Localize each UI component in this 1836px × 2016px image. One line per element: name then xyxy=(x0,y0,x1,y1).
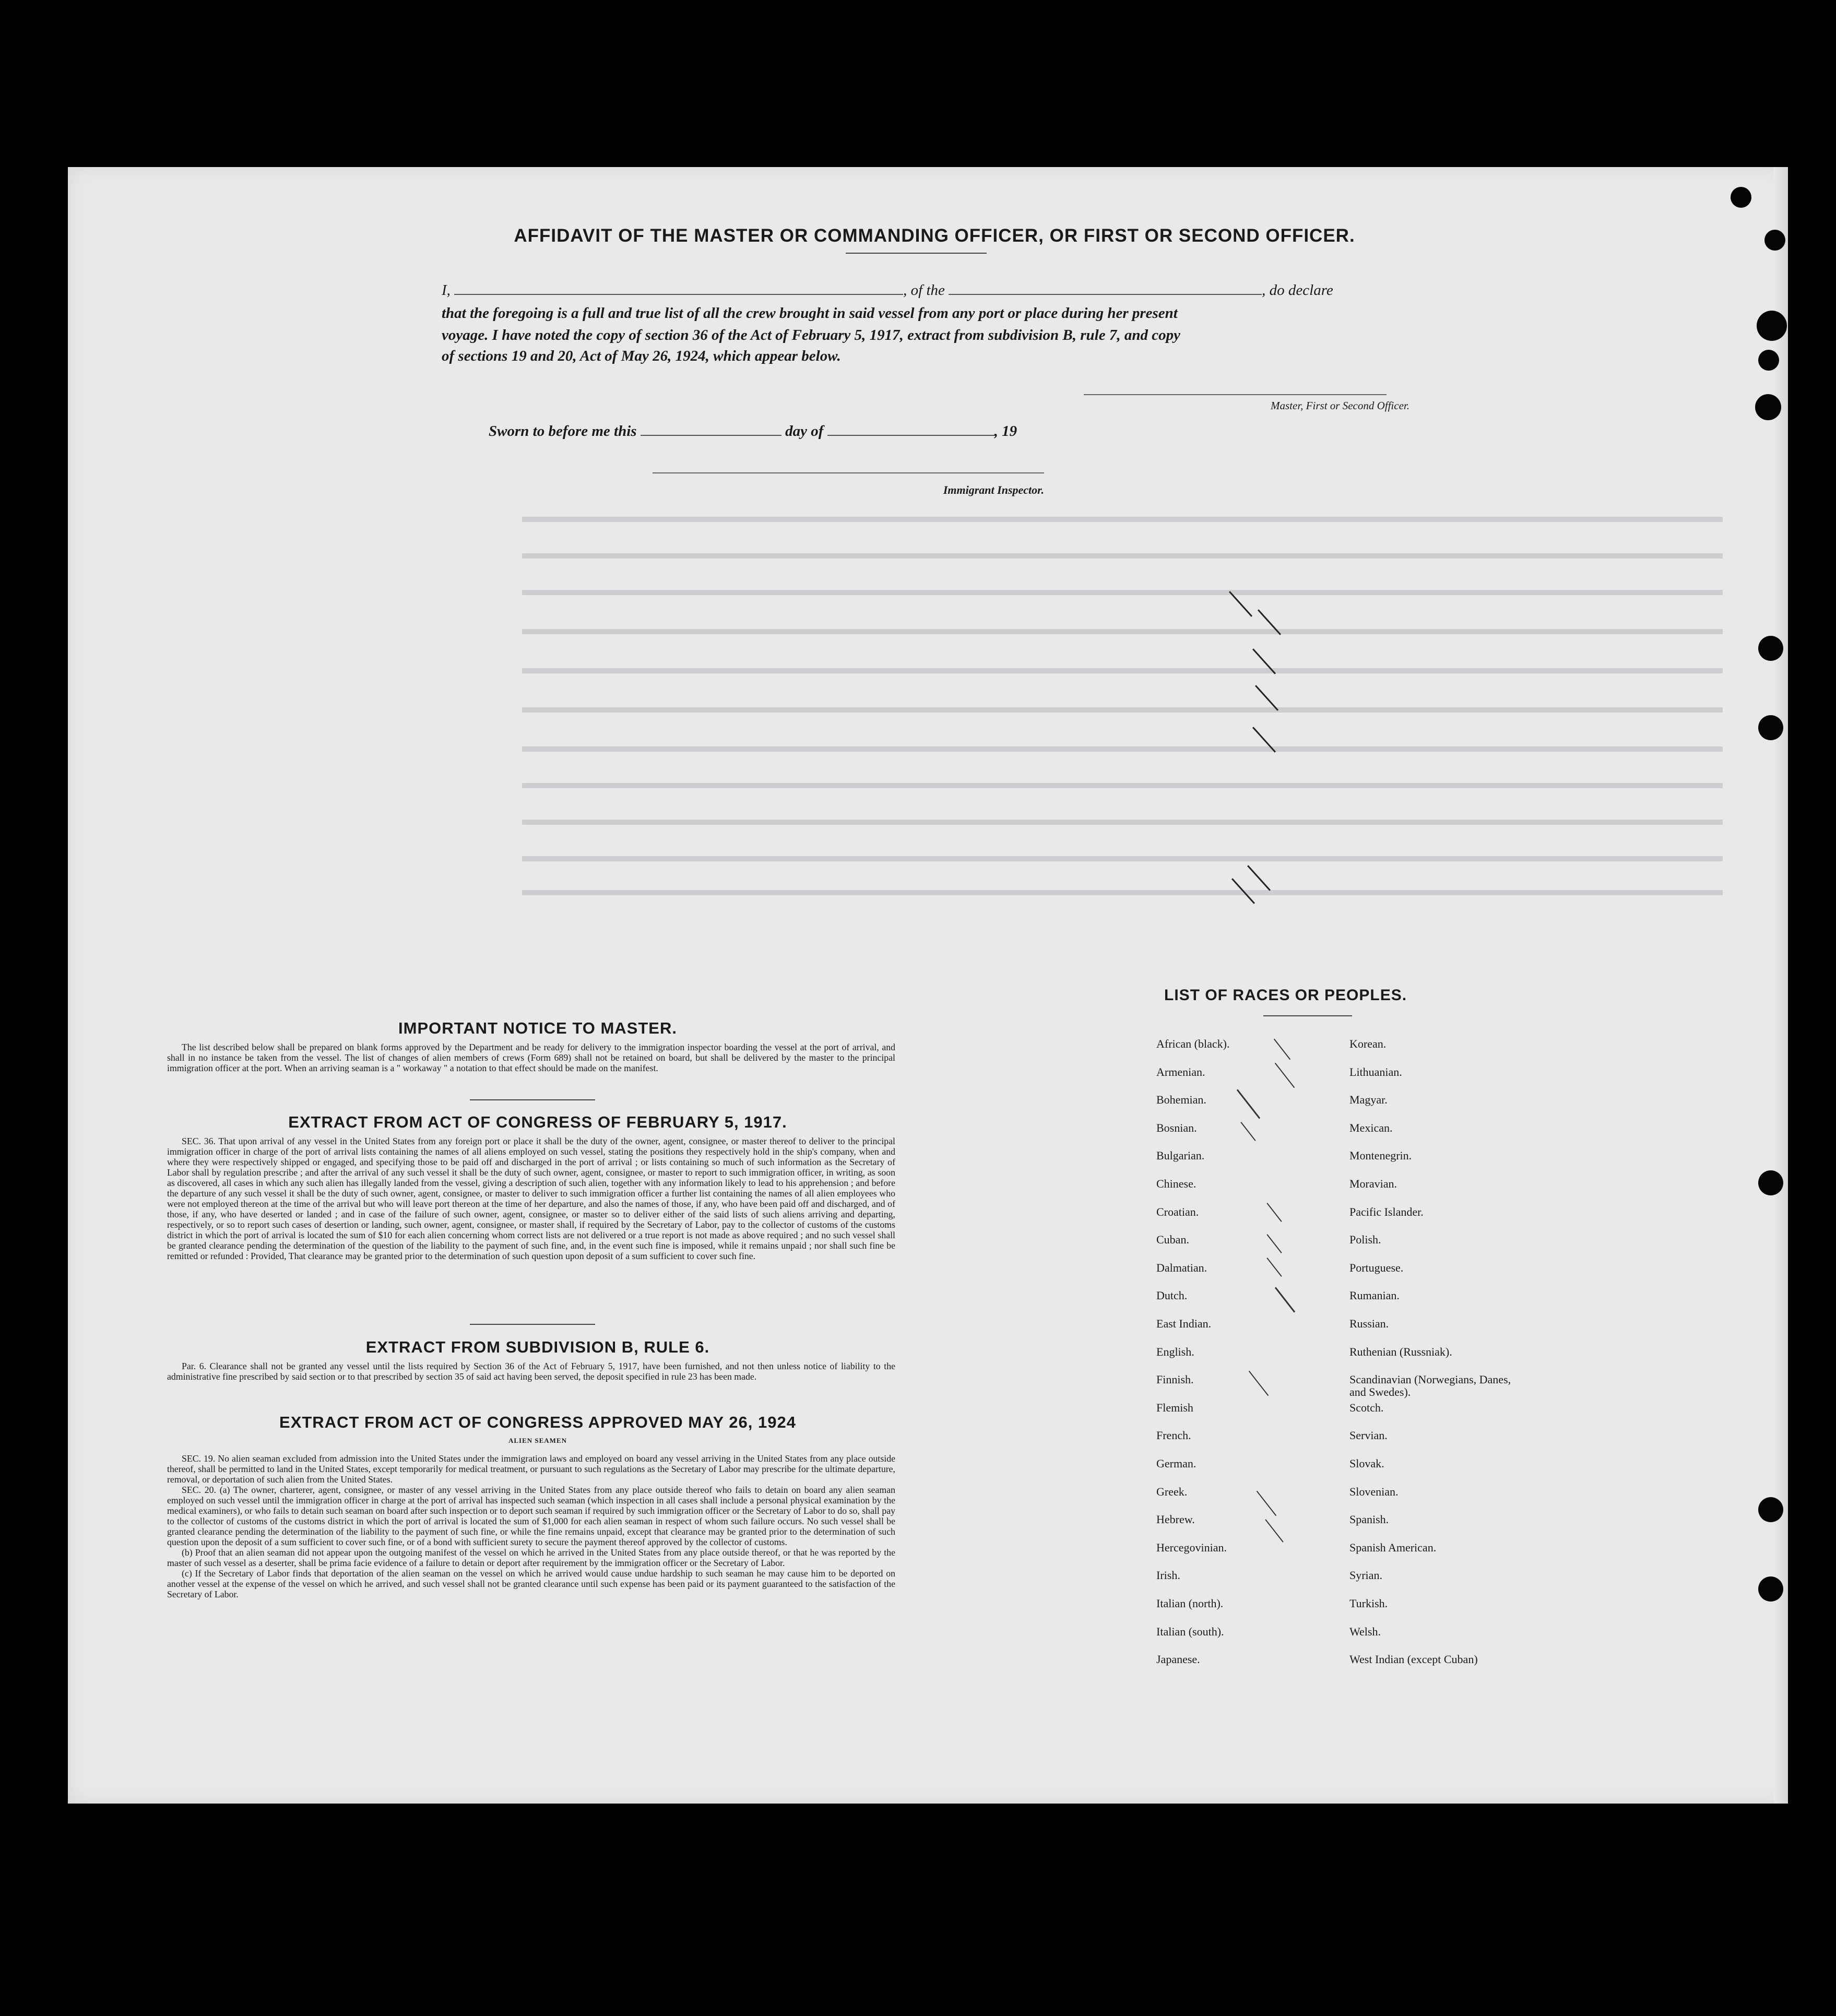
punch-hole xyxy=(1758,636,1783,661)
signature-caption: Master, First or Second Officer. xyxy=(1271,399,1409,412)
sworn-year: , 19 xyxy=(994,423,1017,440)
signature-line[interactable] xyxy=(1084,394,1387,395)
bleed-through-row xyxy=(522,517,1723,522)
bleed-through-row xyxy=(522,820,1723,825)
bleed-through-row xyxy=(522,707,1723,713)
race-item: Syrian. xyxy=(1349,1569,1382,1582)
race-item: Servian. xyxy=(1349,1429,1388,1442)
sec-19-paragraph: SEC. 19. No alien seaman excluded from admission into the United States under the immigration laws and employed on board any vessel arriving in the United States from any place outside thereof, shall be permitted to land in the United States, except temporarily for medical treatment, or pursuant to such regulations as the Secretary of Labor may prescribe for the ultimate departure, removal, or deportation of such alien from the United States. xyxy=(167,1453,895,1485)
race-item: Bohemian. xyxy=(1156,1093,1206,1107)
race-item: Magyar. xyxy=(1349,1093,1388,1107)
vessel-name-field[interactable] xyxy=(949,279,1262,295)
race-item: Rumanian. xyxy=(1349,1289,1400,1302)
race-item: Ruthenian (Russniak). xyxy=(1349,1345,1452,1358)
race-item: Italian (south). xyxy=(1156,1624,1224,1638)
affidavit-title: AFFIDAVIT OF THE MASTER OR COMMANDING OFFICER, OR FIRST OR SECOND OFFICER. xyxy=(514,226,1355,246)
extract-1917-title: EXTRACT FROM ACT OF CONGRESS OF FEBRUARY 5, 1917. xyxy=(288,1113,787,1131)
race-item: Scotch. xyxy=(1349,1401,1384,1414)
race-item: Hercegovinian. xyxy=(1156,1540,1227,1554)
affidavit-line-2: that the foregoing is a full and true list of all the crew brought in said vessel from any port or place during her present xyxy=(442,305,1178,322)
sec-20b-paragraph: (b) Proof that an alien seaman did not appear upon the outgoing manifest of the vessel on which he arrived in the United States from any place outside thereof, or that he was reported by the master of such vessel as a deserter, shall be prima facie evidence of a failure to detain or deport after requirement by the immigration officer or the Secretary of Labor. xyxy=(167,1547,895,1568)
race-item: English. xyxy=(1156,1345,1194,1358)
race-item: African (black). xyxy=(1156,1037,1230,1050)
sworn-day-field[interactable] xyxy=(641,420,781,436)
race-item: Russian. xyxy=(1349,1317,1389,1330)
punch-hole xyxy=(1755,394,1781,420)
sec-36-paragraph: SEC. 36. That upon arrival of any vessel in the United States from any foreign port or place it shall be the duty of the owner, agent, consignee, or master thereof to deliver to the principal immigration officer in charge of the port of arrival lists containing the names of all aliens employed on such vessel, stating the positions they respectively hold in the ship's company, when and where they were respectively shipped or engaged, and specifying those to be paid off and discharged in the port of arrival ; or lists containing so much of such information as the Secretary of Labor shall by regulation prescribe ; and after the arrival of any such vessel it shall be the duty of such owner, agent, consignee, or master to report to such immigration officer, in writing, as soon as discovered, all cases in which any such alien has illegally landed from the vessel, giving a description of such alien, together with any information likely to lead to his apprehension ; and before the departure of any such vessel it shall be the duty of such owner, agent, consignee, or master to deliver to such immigration officer a further list containing the names of all alien employees who were not employed thereon at the time of the arrival but who will leave port thereon at the time of her departure, and also the names of those, if any, who have been paid off and discharged, and of those, if any, who have deserted or landed ; and in case of the failure of such owner, agent, consignee, or master so to deliver either of the said lists of such aliens arriving and departing, respectively, or so to report such cases of desertion or landing, such owner, agent, consignee, or master shall, if required by the Secretary of Labor, pay to the collector of customs of the customs district in which the port of arrival is located the sum of $10 for each alien concerning whom correct lists are not delivered or a true report is not made as above required ; and no such vessel shall be granted clearance pending the determination of the question of the liability to the payment of such fine, and, in the event such fine is imposed, while it remains unpaid ; nor shall such fine be remitted or refunded : Provided, That clearance may be granted prior to the determination of such question upon deposit of a sum sufficient to cover such fine. xyxy=(167,1136,895,1261)
bleed-through-row xyxy=(522,746,1723,752)
race-item: Pacific Islander. xyxy=(1349,1205,1424,1218)
race-item: Italian (north). xyxy=(1156,1597,1224,1610)
race-item: Irish. xyxy=(1156,1569,1180,1582)
race-item: Japanese. xyxy=(1156,1653,1200,1666)
bleed-through-row xyxy=(522,553,1723,559)
affidavit-declare: , do declare xyxy=(1262,282,1333,299)
section-rule xyxy=(470,1324,595,1325)
races-title-rule xyxy=(1263,1015,1352,1016)
race-item: Armenian. xyxy=(1156,1065,1205,1078)
race-item: Lithuanian. xyxy=(1349,1065,1402,1078)
bleed-through-row xyxy=(522,590,1723,595)
affidavit-i: I, xyxy=(442,282,451,299)
bleed-through-row xyxy=(522,783,1723,788)
race-item: Mexican. xyxy=(1349,1121,1393,1134)
race-item: Scandinavian (Norwegians, Danes, and Swedes). xyxy=(1349,1373,1511,1399)
bleed-through-row xyxy=(522,629,1723,634)
race-item: Bulgarian. xyxy=(1156,1149,1205,1163)
race-item: Finnish. xyxy=(1156,1373,1194,1386)
punch-hole xyxy=(1731,187,1751,208)
affidavit-line-3: voyage. I have noted the copy of section 36 of the Act of February 5, 1917, extract from subdivision B, rule 7, and copy xyxy=(442,327,1180,343)
race-item: Polish. xyxy=(1349,1233,1381,1247)
notice-text xyxy=(167,1042,895,1073)
affidavit-line-1 xyxy=(442,279,1423,301)
sec-20a-paragraph: SEC. 20. (a) The owner, charterer, agent, consignee, or master of any vessel arriving in the United States from any place outside thereof who fails to detain on board any alien seaman employed on such vessel until the immigration officer in charge at the port of arrival has inspected such seaman (which inspection in all cases shall include a personal physical examination by the medical examiners), or who fails to detain such seaman on board after such inspection or to deport such seaman if required by such immigration officer or the Secretary of Labor to do so, shall pay to the collector of customs of the customs district in which the port of arrival is located the sum of $1,000 for each alien seaman in respect of whom such failure occurs. No such vessel shall be granted clearance pending the determination of the liability to the payment of such fine, or while the fine remains unpaid, except that clearance may be granted prior to the determination of such question upon the deposit of a sum sufficient to cover such fine, or of a bond with sufficient surety to secure the payment thereof approved by the collector of customs. xyxy=(167,1485,895,1547)
section-rule xyxy=(470,1099,595,1100)
race-item: Cuban. xyxy=(1156,1233,1189,1247)
bleed-through-row xyxy=(522,856,1723,861)
bleed-through-row xyxy=(522,668,1723,673)
title-rule xyxy=(846,253,987,254)
punch-hole xyxy=(1758,1497,1783,1522)
race-item: Montenegrin. xyxy=(1349,1149,1412,1163)
race-item: Turkish. xyxy=(1349,1597,1388,1610)
punch-hole xyxy=(1758,715,1783,740)
inspector-caption: Immigrant Inspector. xyxy=(943,483,1044,496)
extract-1924-title: EXTRACT FROM ACT OF CONGRESS APPROVED MAY 26, 1924 xyxy=(279,1413,796,1431)
extract-1917-text xyxy=(167,1136,895,1261)
affidavit-of-the: , of the xyxy=(903,282,945,299)
par-6-paragraph: Par. 6. Clearance shall not be granted any vessel until the lists required by Section 36 of the Act of February 5, 1917, have been furnished, and not then unless notice of liability to the administrative fine prescribed by said section or to that prescribed by section 35 of said act having been served, the deposit specified in rule 23 has been made. xyxy=(167,1361,895,1382)
race-item: Dalmatian. xyxy=(1156,1261,1207,1274)
notice-title: IMPORTANT NOTICE TO MASTER. xyxy=(398,1019,677,1037)
race-item: Greek. xyxy=(1156,1485,1188,1498)
race-item: Spanish American. xyxy=(1349,1540,1437,1554)
race-item: Korean. xyxy=(1349,1037,1387,1050)
sworn-day-of: day of xyxy=(785,423,824,440)
race-item: Slovak. xyxy=(1349,1457,1384,1470)
race-item: Slovenian. xyxy=(1349,1485,1399,1498)
race-item: West Indian (except Cuban) xyxy=(1349,1653,1478,1666)
sworn-line xyxy=(489,420,1017,440)
race-item: Flemish xyxy=(1156,1401,1193,1414)
punch-hole xyxy=(1757,311,1787,341)
inspector-signature-line[interactable] xyxy=(653,472,1044,473)
punch-hole xyxy=(1758,350,1779,371)
notice-paragraph: The list described below shall be prepared on blank forms approved by the Department and be ready for delivery to the immigration inspector boarding the vessel at the port of arrival, and shall in no instance be taken from the vessel. The list of changes of alien members of crews (Form 689) shall not be retained on board, but shall be delivered by the master to the principal immigration officer at the port. When an arriving seaman is a " workaway " a notation to that effect should be made on the manifest. xyxy=(167,1042,895,1073)
extract-rule6-text xyxy=(167,1361,895,1382)
sworn-text: Sworn to before me this xyxy=(489,423,637,440)
race-item: Welsh. xyxy=(1349,1624,1381,1638)
alien-seamen-subtitle: ALIEN SEAMEN xyxy=(508,1437,567,1444)
race-item: Chinese. xyxy=(1156,1177,1197,1190)
affidavit-line-4: of sections 19 and 20, Act of May 26, 1924, which appear below. xyxy=(442,348,841,364)
punch-hole xyxy=(1758,1576,1783,1602)
race-item: Dutch. xyxy=(1156,1289,1188,1302)
races-title: LIST OF RACES OR PEOPLES. xyxy=(1164,987,1407,1004)
race-item: Portuguese. xyxy=(1349,1261,1404,1274)
race-item: Croatian. xyxy=(1156,1205,1199,1218)
race-item: German. xyxy=(1156,1457,1197,1470)
race-item: East Indian. xyxy=(1156,1317,1212,1330)
sec-20c-paragraph: (c) If the Secretary of Labor finds that deportation of the alien seaman on the vessel on which he arrived would cause undue hardship to such seaman he may cause him to be deported on another vessel at the expense of the vessel on which he arrived, and such vessel shall not be granted clearance until such expense has been paid or its payment guaranteed to the satisfaction of the Secretary of Labor. xyxy=(167,1568,895,1599)
race-item: Bosnian. xyxy=(1156,1121,1197,1134)
extract-1924-text xyxy=(167,1453,895,1599)
sworn-month-field[interactable] xyxy=(827,420,994,436)
officer-name-field[interactable] xyxy=(454,279,903,295)
extract-rule6-title: EXTRACT FROM SUBDIVISION B, RULE 6. xyxy=(365,1338,710,1356)
race-item: Hebrew. xyxy=(1156,1513,1195,1526)
race-item: Spanish. xyxy=(1349,1513,1389,1526)
punch-hole xyxy=(1764,230,1785,251)
punch-hole xyxy=(1758,1170,1783,1195)
race-item: Moravian. xyxy=(1349,1177,1397,1190)
race-item: French. xyxy=(1156,1429,1191,1442)
bleed-through-row xyxy=(522,890,1723,895)
